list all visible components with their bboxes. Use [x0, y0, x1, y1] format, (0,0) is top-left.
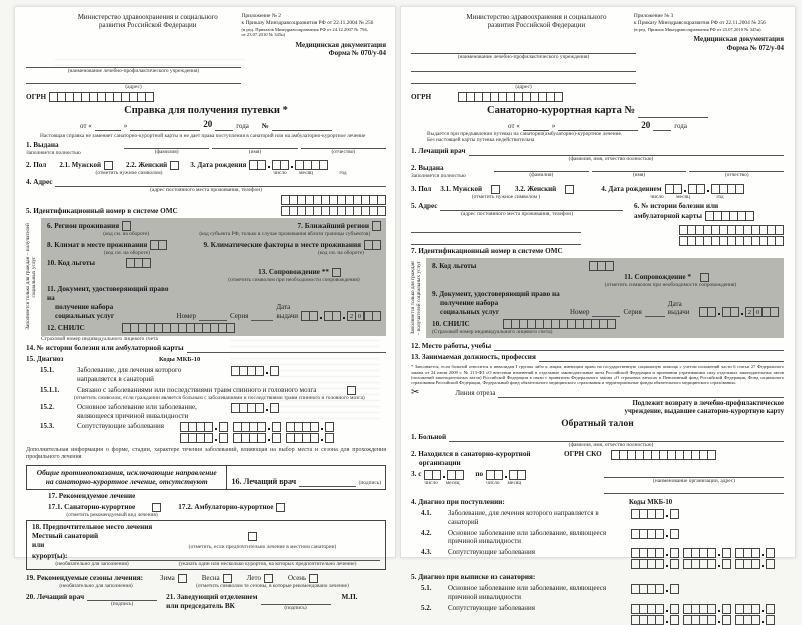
climate-boxes: [150, 240, 167, 250]
section-19-seasons: 19. Рекомендуемые сезоны лечения: Зима Весна Лето Осень: [26, 574, 386, 583]
side-note-vertical: Заполняется только для граждан – получателей социальных услуг: [410, 260, 422, 336]
contraindication-table: [26, 465, 386, 490]
section-12-work: 12. Место работы, учебы: [411, 342, 784, 351]
birthdate-boxes: [249, 160, 328, 170]
talon-1-patient: 1. Больной: [411, 433, 784, 442]
checkbox-escort: [332, 268, 341, 277]
mkb-51-boxes: [631, 584, 679, 594]
page1-header: [26, 13, 386, 58]
appendix-note: Приложение № 3 к Приказу Минздравсоцразвития РФ от 22.11.2004 № 256 (в ред. Приказа Минздравсоцразвития РФ от 23.07.2010 № 345н) Медицинская документация Форма № 072/у-04: [633, 13, 784, 52]
signature-row: 20. Лечащий врач (подпись) 21. Заведующий отделением или председатель ВК (подпись) М.П.: [26, 593, 358, 612]
talon-4-admission: 4. Диагноз при поступлении: Коды МКБ-10: [411, 498, 673, 507]
section-2-3-sex-birthdate: 2. Пол 2.1. Мужской 2.2. Женский 3. Дата рождения: [26, 160, 386, 170]
form-number: Медицинская документация Форма № 072/у-04: [693, 35, 784, 52]
ministry-name: Министерство здравоохранения и социального развития Российской Федерации: [77, 13, 218, 30]
section-13-position: 13. Занимаемая должность, профессия: [411, 353, 784, 362]
mkb-151-boxes: [231, 366, 279, 376]
ogrn-boxes: [49, 92, 154, 102]
benefit-code-boxes: [589, 261, 614, 271]
section-12-snils: 12. СНИЛС: [47, 323, 381, 333]
climate-factor-boxes: [364, 240, 381, 250]
validity-note: Настоящая справка не заменяет санаторно-курортной карты и не дает права поступления в санаторий или на амбулаторно-курортное лечение: [40, 132, 366, 139]
issue-date-boxes: 2 0: [699, 307, 779, 317]
talon-5-discharge: 5. Диагноз при выписке из санатория:: [411, 573, 536, 582]
date-to-boxes: [486, 470, 526, 480]
mkb-152-boxes: [231, 403, 279, 413]
side-note-vertical: Заполняется только для граждан – получателей социальных услуг: [25, 223, 37, 331]
stamp-label: М.П.: [341, 593, 358, 602]
address-caption: (адрес): [125, 83, 142, 90]
date-from-boxes: [424, 470, 464, 480]
form-072u04-page: Министерство здравоохранения и социального развития Российской Федерации Приложение № 3 к Приказу Минздравсоцразвития РФ от 22.11.2004 № 256 (в ред. Приказа Минздравсоцразвития РФ от 23.07.2010 № 345н) Медицинская документация Форма № 072/у-04 (наименование лечебно-профилактического учреждения) (адрес) ОГРН Санаторно-курортная карта № от « » 20 года Выдается при предъявлении путевки на санаторно(амбулаторно)-курортное лечение. Без настоящей карты путевка недействительна 1. Лечащий врач (фамилия, имя, отчество полностью) 2. Выдана Заполняется полностью (фамилия) (имя) (отчество) 3. Пол 3.1. Мужской 3.2. Женский 4. Дата рождением (отметить нужное символом ) число месяц год 5. Адрес (адрес постоянного места проживания, телефон) 6. № истории болезни или амбулаторной карты 7. Идентификационный номер в системе ОМС Заполняется только для граждан – получателей социальных услуг 8. Код льготы 11. Сопровождение * (отметить символом при необходимости сопровождения) 9. Документ, удостоверяющий право на получение набора социальных услуг Номер Серия Дата выдачи 2 0 10. СНИЛС (Страховой номер индивидуального лицевого счета) 12. Место работы, учебы 13. Занимаемая должность, профессия * Заполняется, если больной относится к инвалидам I группы либо к лицам, имеющим право на государственную социальную помощь с учетом положений части 6 статьи 27 Федерального закона от 24 июля 2009 г. № 213-ФЗ «О внесении изменений в отдельные законодательные акты Российской Федерации и признании утратившими силу отдельных законодательных актов (положений законодательных актов) Российской Федерации в связи с принятием Федерального закона «О страховых взносах в Пенсионный фонд Российской Федерации, Фонд социального страхования Российской Федерации, Федеральный фонд обязательного медицинского страхования и территориальные фонды обязательного медицинского страхования» ✂ Линия отреза Подлежит возврату в лечебно-профилактическое учреждение, выдавшее санаторно-курортную карту Обратный талон 1. Больной (фамилия, имя, отчество полностью) 2. Находился в санаторно-курортной организации ОГРН СКО 3. с число месяц по число месяц (наименование организации, адрес) 4. Диагноз при поступлении: Коды МКБ-10 4.1. Заболевание, для лечения которого направляется в санаторий 4.2. Основное заболевание или заболевание, являющееся причиной инвалидности 4.3. Сопутствующие заболевания 5. Диагноз при выписке из санатория: 5.1. Основное заболевание или заболевание, являющееся причиной инвалидности 5.2. Сопутствующие заболевания: [400, 6, 796, 558]
section-4-address: 4. Адрес: [26, 178, 386, 187]
institution-caption: (наименование лечебно-профилактического учреждения): [457, 54, 590, 61]
checkbox-female: [565, 185, 574, 194]
checkbox-local-sanatorium: [248, 532, 257, 541]
social-services-gray-block: Заполняется только для граждан – получателей социальных услуг 8. Код льготы 11. Сопровождение * (отметить символом при необходимости сопровождения) 9. Документ, удостоверяющий право на получение набора социальных услуг Номер Серия Дата выдачи 2 0 10. СНИЛС (Страховой номер индивидуального лицевого счета): [426, 258, 784, 338]
checkbox-male: [491, 185, 500, 194]
checkbox-male: [104, 161, 113, 170]
benefit-code-boxes: [126, 258, 151, 268]
mkb-43-boxes: [631, 548, 775, 569]
mkb-42-boxes: [631, 529, 679, 539]
issue-date-boxes: 2 0: [301, 311, 381, 321]
return-note: Подлежит возврату в лечебно-профилактическое учреждение, выдавшее санаторно-курортную карту: [624, 399, 784, 416]
institution-caption: (наименование лечебно-профилактического учреждения): [67, 67, 200, 74]
form-070u04-page: Министерство здравоохранения и социального развития Российской Федерации Приложение № 2 к Приказу Минздравсоцразвития РФ от 22.11.2004 № 256 (в ред. Приказов Минздравсоцразвития РФ от 24.12.2007 № 794, от 23.07.2010 № 345н) Медицинская документация Форма № 070/у-04 (наименование лечебно-профилактического учреждения) (адрес) ОГРН Справка для получения путевки * от « » 20 года № Настоящая справка не заменяет санаторно-курортной карты и не дает права поступления в санаторий или на амбулаторно-курортное лечение 1. Выдана Заполняется полностью (фамилия) (имя) (отчество) 2. Пол 2.1. Мужской 2.2. Женский 3. Дата рождения (отметить нужное символом) число месяц год 4. Адрес (адрес постоянного места проживания, телефон) 5. Идентификационный номер в системе ОМС Заполняется только для граждан – получателей социальных услуг 6. Регион проживания 7. Ближайший регион (код см. на обороте) (код субъекта РФ, только в случае проживания вблизи границы субъектов) 8. Климат в месте проживания 9. Климатические факторы в месте проживания (код см. на обороте) (код см. на обороте) 10. Код льготы 13. Сопровождение ** (отметить символом при необходимости сопровождения) 11. Документ, удостоверяющий право на получение набора социальных услуг Номер Серия Дата выдачи 2 0 12. СНИЛС Страховой номер индивидуального лицевого счета 14. № истории болезни или амбулаторной карты 15. Диагноз Коды МКБ-10 15.1. Заболевание, для лечения которого направляется в санаторий 15.1.1. Связано с заболеваниями или последствиями травм спинного и головного мозга (отметить символом, если гражданин является больным с заболеваниями и последствиями травм спинного и головного мозга) 15.2. Основное заболевание или заболевание, являющееся причиной инвалидности 15.3. Сопутствующие заболевания Дополнительная информация о форме, стадии, характере течения заболеваний, влияющая на выбор места и сезона для прохождения профильного лечения Общие противопоказания, исключающие направление на санаторно-курортное лечение, отсутствуют 16. Лечащий врач (подпись) 17. Рекомендуемое лечение 17.1. Санаторно-курортное 17.2. Амбулаторно-курортное (отметить рекомендуемый вид лечения) 18. Предпочтительное место лечения Местный санаторий или (отметить, если предпочтительно лечение в местном санатории) курорт(ы): (необязательно для заполнения) (указать один или несколько курортов, на которых предпочтительно лечение) 19. Рекомендуемые сезоны лечения: Зима Весна Лето Осень (необязательно для заполнения) (отметить символом те сезоны, в которые рекомендовано лечение) 20. Лечащий врач (подпись) 21. Заведующий отделением или председатель ВК (подпись) М.П.: [14, 6, 396, 558]
section-3-4-sex-birthdate: 3. Пол 3.1. Мужской 3.2. Женский 4. Дата рождением: [411, 184, 784, 194]
mkb-41-boxes: [631, 509, 679, 519]
section-11-document: 11. Документ, удостоверяющий право на получение набора социальных услуг Номер Серия Дата выдачи 2 0: [47, 285, 381, 321]
mkb-153-boxes: [180, 422, 334, 443]
section-7-oms: 7. Идентификационный номер в системе ОМС: [411, 225, 784, 256]
section-1-doctor: 1. Лечащий врач: [411, 147, 784, 156]
oms-boxes: [679, 225, 784, 246]
section-17-options: 17.1. Санаторно-курортное 17.2. Амбулаторно-курортное: [48, 503, 386, 512]
contraindication-statement: Общие противопоказания, исключающие направление на санаторно-курортное лечение, отсутствуют: [27, 466, 227, 489]
checkbox-summer: [264, 574, 273, 583]
checkbox-sanatorium-treatment: [152, 503, 161, 512]
mkb-52-boxes: [631, 604, 775, 625]
form-number: Медицинская документация Форма № 070/у-04: [295, 40, 386, 58]
section-5-oms: 5. Идентификационный номер в системе ОМС: [26, 195, 386, 216]
extra-info-note: Дополнительная информация о форме, стадии, характере течения заболеваний, влияющая на выбор места и сезона для прохождения профильного лечения: [26, 447, 386, 461]
ogrn-row: ОГРН: [411, 92, 784, 102]
address-caption: (адрес): [515, 84, 532, 91]
footnote: * Заполняется, если больной относится к инвалидам I группы либо к лицам, имеющим право на государственную социальную помощь с учетом положений части 6 статьи 27 Федерального закона от 24 июля 2009 г. № 213-ФЗ «О внесении изменений в отдельные законодательные акты Российской Федерации и признании утратившими силу отдельных законодательных актов (положений законодательных актов) Российской Федерации в связи с принятием Федерального закона «О страховых взносах в Пенсионный фонд Российской Федерации, Фонд социального страхования Российской Федерации, Федеральный фонд обязательного медицинского страхования и территориальные фонды обязательного медицинского страхования»: [411, 364, 784, 386]
date-line: от « » 20 года: [508, 119, 687, 131]
region-box: [122, 221, 131, 231]
birthdate-boxes: [665, 184, 744, 194]
section-9-document: 9. Документ, удостоверяющий право на получение набора социальных услуг Номер Серия Дата выдачи 2 0: [432, 290, 779, 317]
section-14-history: 14. № истории болезни или амбулаторной карты: [26, 344, 386, 353]
checkbox-escort: [700, 273, 709, 282]
section-18-place: 18. Предпочтительное место лечения Местный санаторий или (отметить, если предпочтительно лечение в местном санатории) курорт(ы): (необязательно для заполнения) (указать один или несколько курортов, на которых предпочтительно лечение): [26, 520, 386, 570]
appendix-note: Приложение № 2 к Приказу Минздравсоцразвития РФ от 22.11.2004 № 256 (в ред. Приказов Минздравсоцразвития РФ от 24.12.2007 № 794, от 23.07.2010 № 345н) Медицинская документация Форма № 070/у-04: [241, 13, 386, 58]
section-5-6-row: 5. Адрес (адрес постоянного места проживания, телефон) 6. № истории болезни или амбулаторной карты: [411, 202, 784, 221]
section-15-diagnosis: 15. Диагноз Коды МКБ-10: [26, 355, 201, 364]
section-10-snils: 10. СНИЛС: [432, 319, 779, 329]
validity-note-2: Без настоящей карты путевка недействительна: [427, 137, 535, 143]
talon-title: Обратный талон: [561, 418, 634, 429]
ministry-name: Министерство здравоохранения и социального развития Российской Федерации: [466, 13, 607, 30]
snils-boxes: [503, 319, 616, 329]
social-services-gray-block: Заполняется только для граждан – получателей социальных услуг 6. Регион проживания 7. Ближайший регион (код см. на обороте) (код субъекта РФ, только в случае проживания вблизи границы субъектов) 8. Климат в месте проживания 9. Климатические факторы в месте проживания (код см. на обороте) (код см. на обороте) 10. Код льготы 13. Сопровождение ** (отметить символом при необходимости сопровождения) 11. Документ, удостоверяющий право на получение набора социальных услуг Номер Серия Дата выдачи 2 0 12. СНИЛС: [41, 218, 386, 336]
date-line: от « » 20 года №: [26, 119, 386, 130]
snils-boxes: [122, 323, 235, 333]
checkbox-ambulatory-treatment: [276, 503, 285, 512]
talon-3-dates: 3. с число месяц по число месяц (наименование организации, адрес): [411, 470, 784, 494]
validity-note-1: Выдается при предъявлении путевки на санаторно(амбулаторно)-курортное лечение.: [427, 130, 623, 137]
section-2-issued: 2. Выдана Заполняется полностью (фамилия) (имя) (отчество): [411, 164, 784, 179]
checkbox-female: [170, 161, 179, 170]
cut-line-row: ✂ Линия отреза: [411, 388, 784, 398]
near-region-box: [372, 221, 381, 231]
oms-boxes: [281, 195, 386, 216]
history-number-boxes: [705, 211, 754, 221]
section-16-doctor: 16. Лечащий врач (подпись): [231, 476, 381, 487]
page2-title-row: Санаторно-курортная карта №: [411, 104, 784, 117]
scissors-icon: ✂: [411, 386, 420, 398]
checkbox-winter: [178, 574, 187, 583]
checkbox-autumn: [309, 574, 318, 583]
ogrn-row: ОГРН: [26, 92, 386, 102]
page1-title: Справка для получения путевки *: [124, 105, 288, 117]
section-17-label: 17. Рекомендуемое лечение: [48, 491, 136, 500]
ogrn-boxes: [458, 92, 563, 102]
checkbox-spinal-brain: [347, 386, 356, 395]
talon-2-organization: 2. Находился в санаторно-курортной организации ОГРН СКО: [411, 450, 784, 468]
checkbox-spring: [223, 574, 232, 583]
ogrn-sko-boxes: [611, 450, 716, 460]
section-1-issued: 1. Выдана Заполняется полностью (фамилия) (имя) (отчество): [26, 141, 386, 156]
